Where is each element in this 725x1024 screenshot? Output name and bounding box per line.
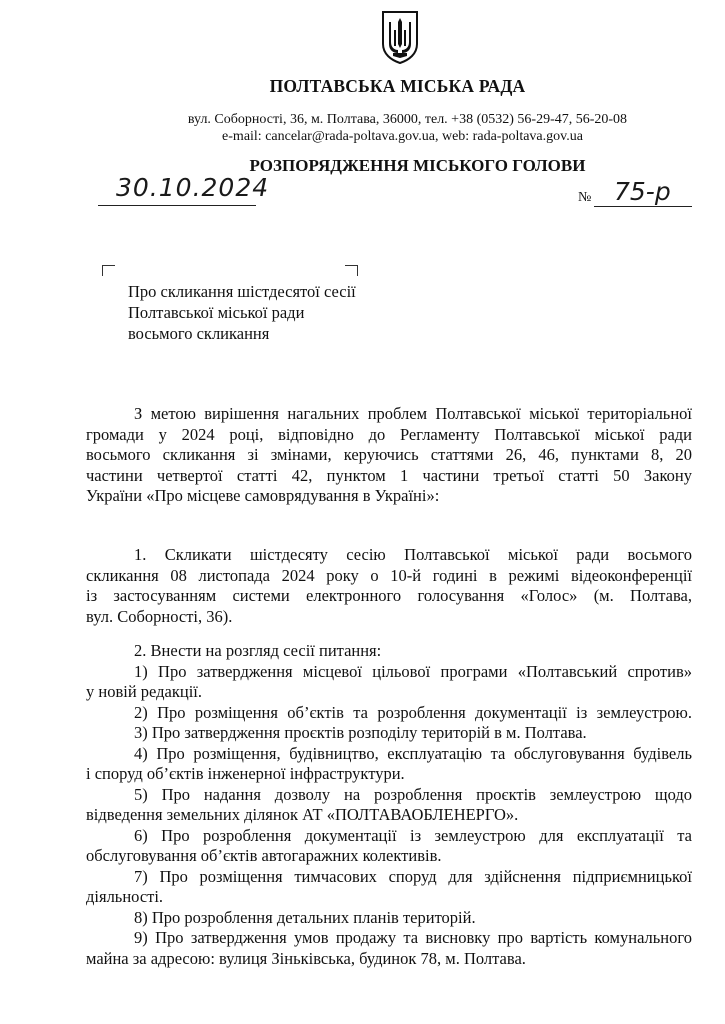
subject-line: Полтавської міської ради [128,303,305,322]
date-underline [98,205,256,206]
item-1-line: із застосуванням системи електронного голосування «Голос» (м. Полтава, [86,586,692,605]
agenda-line: майна за адресою: вулиця Зіньківська, будинок 78, м. Полтава. [86,948,526,968]
tryzub-coat-of-arms-icon [381,10,419,64]
agenda-line: і споруд об’єктів інженерної інфраструктури. [86,764,405,783]
agenda-line: 8) Про розроблення детальних планів територій. [134,907,476,927]
council-name: ПОЛТАВСЬКА МІСЬКА РАДА [269,76,526,96]
agenda-line: 9) Про затвердження умов продажу та висновку про вартість комунального [134,928,692,947]
document-type-title: РОЗПОРЯДЖЕННЯ МІСЬКОГО ГОЛОВИ [249,156,586,175]
agenda-line: у новій редакції. [86,682,202,701]
agenda-line: діяльності. [86,887,164,906]
item-2-list [86,641,692,969]
contact-address-phone: вул. Соборності, 36, м. Полтава, 36000, тел. +38 (0532) 56-29-47, 56-20-08 [187,112,628,127]
item-2-heading: 2. Внести на розгляд сесії питання: [134,641,382,660]
agenda-line: 6) Про розроблення документації із землеустрою для експлуатації та [134,825,692,845]
agenda-line: 2) Про розміщення об’єктів та розроблення документації із землеустрою. [134,702,692,722]
agenda-line: 5) Про надання дозволу на розроблення проєктів землеустрою щодо [134,784,692,804]
subject-bracket-left [102,265,115,276]
item-1-paragraph [86,545,692,627]
agenda-line: обслуговування об’єктів автогаражних колективів. [86,846,442,865]
contact-email-web: e-mail: cancelar@rada-poltava.gov.ua, web: rada-poltava.gov.ua [222,129,583,144]
agenda-line: 7) Про розміщення тимчасових споруд для здійснення підприємницької [134,866,692,886]
item-1-line: вул. Соборності, 36). [86,606,233,626]
item-1-line: скликання 08 листопада 2024 року о 10-й годині в режимі відеоконференції [86,565,692,585]
agenda-line: 3) Про затвердження проєктів розподілу територій в м. Полтава. [134,723,587,742]
number-sign: № [578,190,592,205]
item-1-line: 1. Скликати шістдесяту сесію Полтавської міської ради восьмого [134,545,692,564]
agenda-line: відведення земельних ділянок АТ «ПОЛТАВАОБЛЕНЕРГО». [86,805,519,824]
document-number: 75-р [614,177,671,206]
subject-bracket-right [345,265,358,276]
agenda-line: 4) Про розміщення, будівництво, експлуатацію та обслуговування будівель [134,743,692,763]
preamble-line: восьмого скликання зі змінами, керуючись статтями 26, 46, пунктами 8, 20 [86,445,692,464]
preamble-line: України «Про місцеве самоврядування в Україні»: [86,486,440,505]
number-underline [594,206,692,207]
document-subject [128,281,356,344]
subject-line: Про скликання шістдесятої сесії [128,282,356,301]
subject-line: восьмого скликання [128,324,270,343]
preamble-line: З метою вирішення нагальних проблем Полтавської міської територіальної [134,404,692,423]
preamble-line: громади у 2024 році, відповідно до Регламенту Полтавської міської ради [86,424,692,444]
agenda-line: 1) Про затвердження місцевої цільової програми «Полтавський спротив» [134,661,692,681]
document-date: 30.10.2024 [116,173,270,202]
preamble-paragraph [86,404,692,507]
preamble-line: частини четвертої статті 42, пунктом 1 частини третьої статті 50 Закону [86,465,692,485]
